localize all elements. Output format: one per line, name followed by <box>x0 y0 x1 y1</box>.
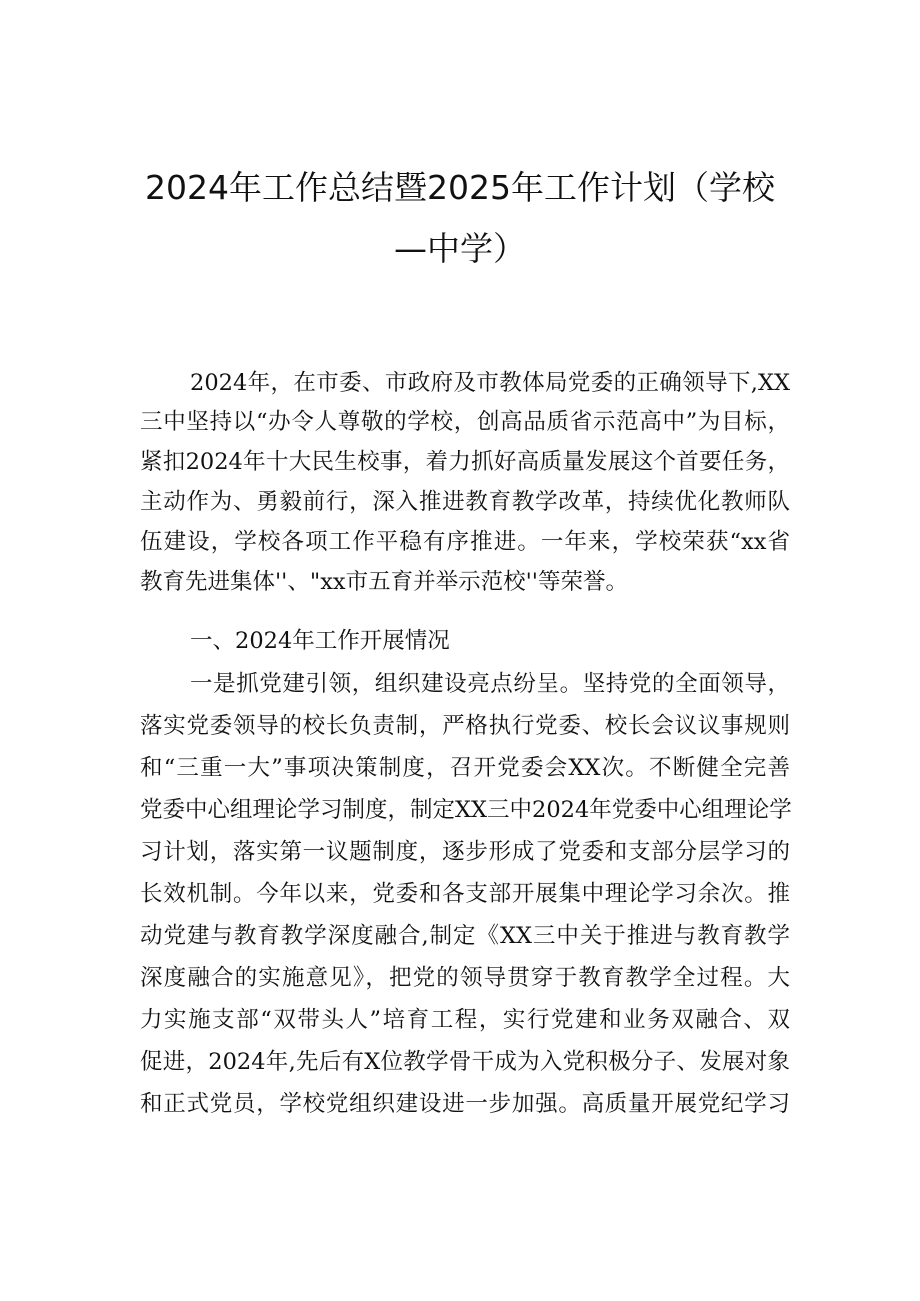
paragraph-2-line-11: 和正式党员，学校党组织建设进一步加强。高质量开展党纪学习 <box>140 1091 790 1117</box>
paragraph-2-line-6: 长效机制。今年以来，党委和各支部开展集中理论学习余次。推 <box>140 881 790 907</box>
paragraph-1-line-4: 主动作为、勇毅前行，深入推进教育教学改革，持续优化教师队 <box>140 489 790 515</box>
paragraph-2-line-10: 促进，2024年,先后有X位教学骨干成为入党积极分子、发展对象 <box>140 1049 790 1075</box>
document-title-line-1: 2024年工作总结暨2025年工作计划（学校 <box>145 168 775 207</box>
paragraph-2-line-9: 力实施支部“双带头人”培育工程，实行党建和业务双融合、双 <box>140 1007 790 1033</box>
paragraph-1-line-5: 伍建设，学校各项工作平稳有序推进。一年来，学校荣获“xx省 <box>140 529 790 555</box>
paragraph-1-line-6: 教育先进集体''、"xx市五育并举示范校''等荣誉。 <box>140 569 628 595</box>
paragraph-2-line-4: 党委中心组理论学习制度，制定XX三中2024年党委中心组理论学 <box>140 797 792 823</box>
paragraph-2-line-5: 习计划，落实第一议题制度，逐步形成了党委和支部分层学习的 <box>140 839 790 865</box>
paragraph-2-line-7: 动党建与教育教学深度融合,制定《XX三中关于推进与教育教学 <box>140 923 790 949</box>
paragraph-1-line-1: 2024年，在市委、市政府及市教体局党委的正确领导下,XX <box>190 370 790 396</box>
document-title-line-2: —中学） <box>394 229 526 268</box>
paragraph-2-line-2: 落实党委领导的校长负责制，严格执行党委、校长会议议事规则 <box>140 713 790 739</box>
section-heading: 一、2024年工作开展情况 <box>190 628 450 654</box>
paragraph-2-line-1: 一是抓党建引领，组织建设亮点纷呈。坚持党的全面领导， <box>190 671 790 697</box>
paragraph-2-line-3: 和“三重一大”事项决策制度，召开党委会XX次。不断健全完善 <box>140 755 790 781</box>
paragraph-1-line-2: 三中坚持以“办令人尊敬的学校，创高品质省示范高中”为目标， <box>140 409 790 435</box>
paragraph-1-line-3: 紧扣2024年十大民生校事，着力抓好高质量发展这个首要任务， <box>140 449 790 475</box>
paragraph-2-line-8: 深度融合的实施意见》，把党的领导贯穿于教育教学全过程。大 <box>140 965 790 991</box>
